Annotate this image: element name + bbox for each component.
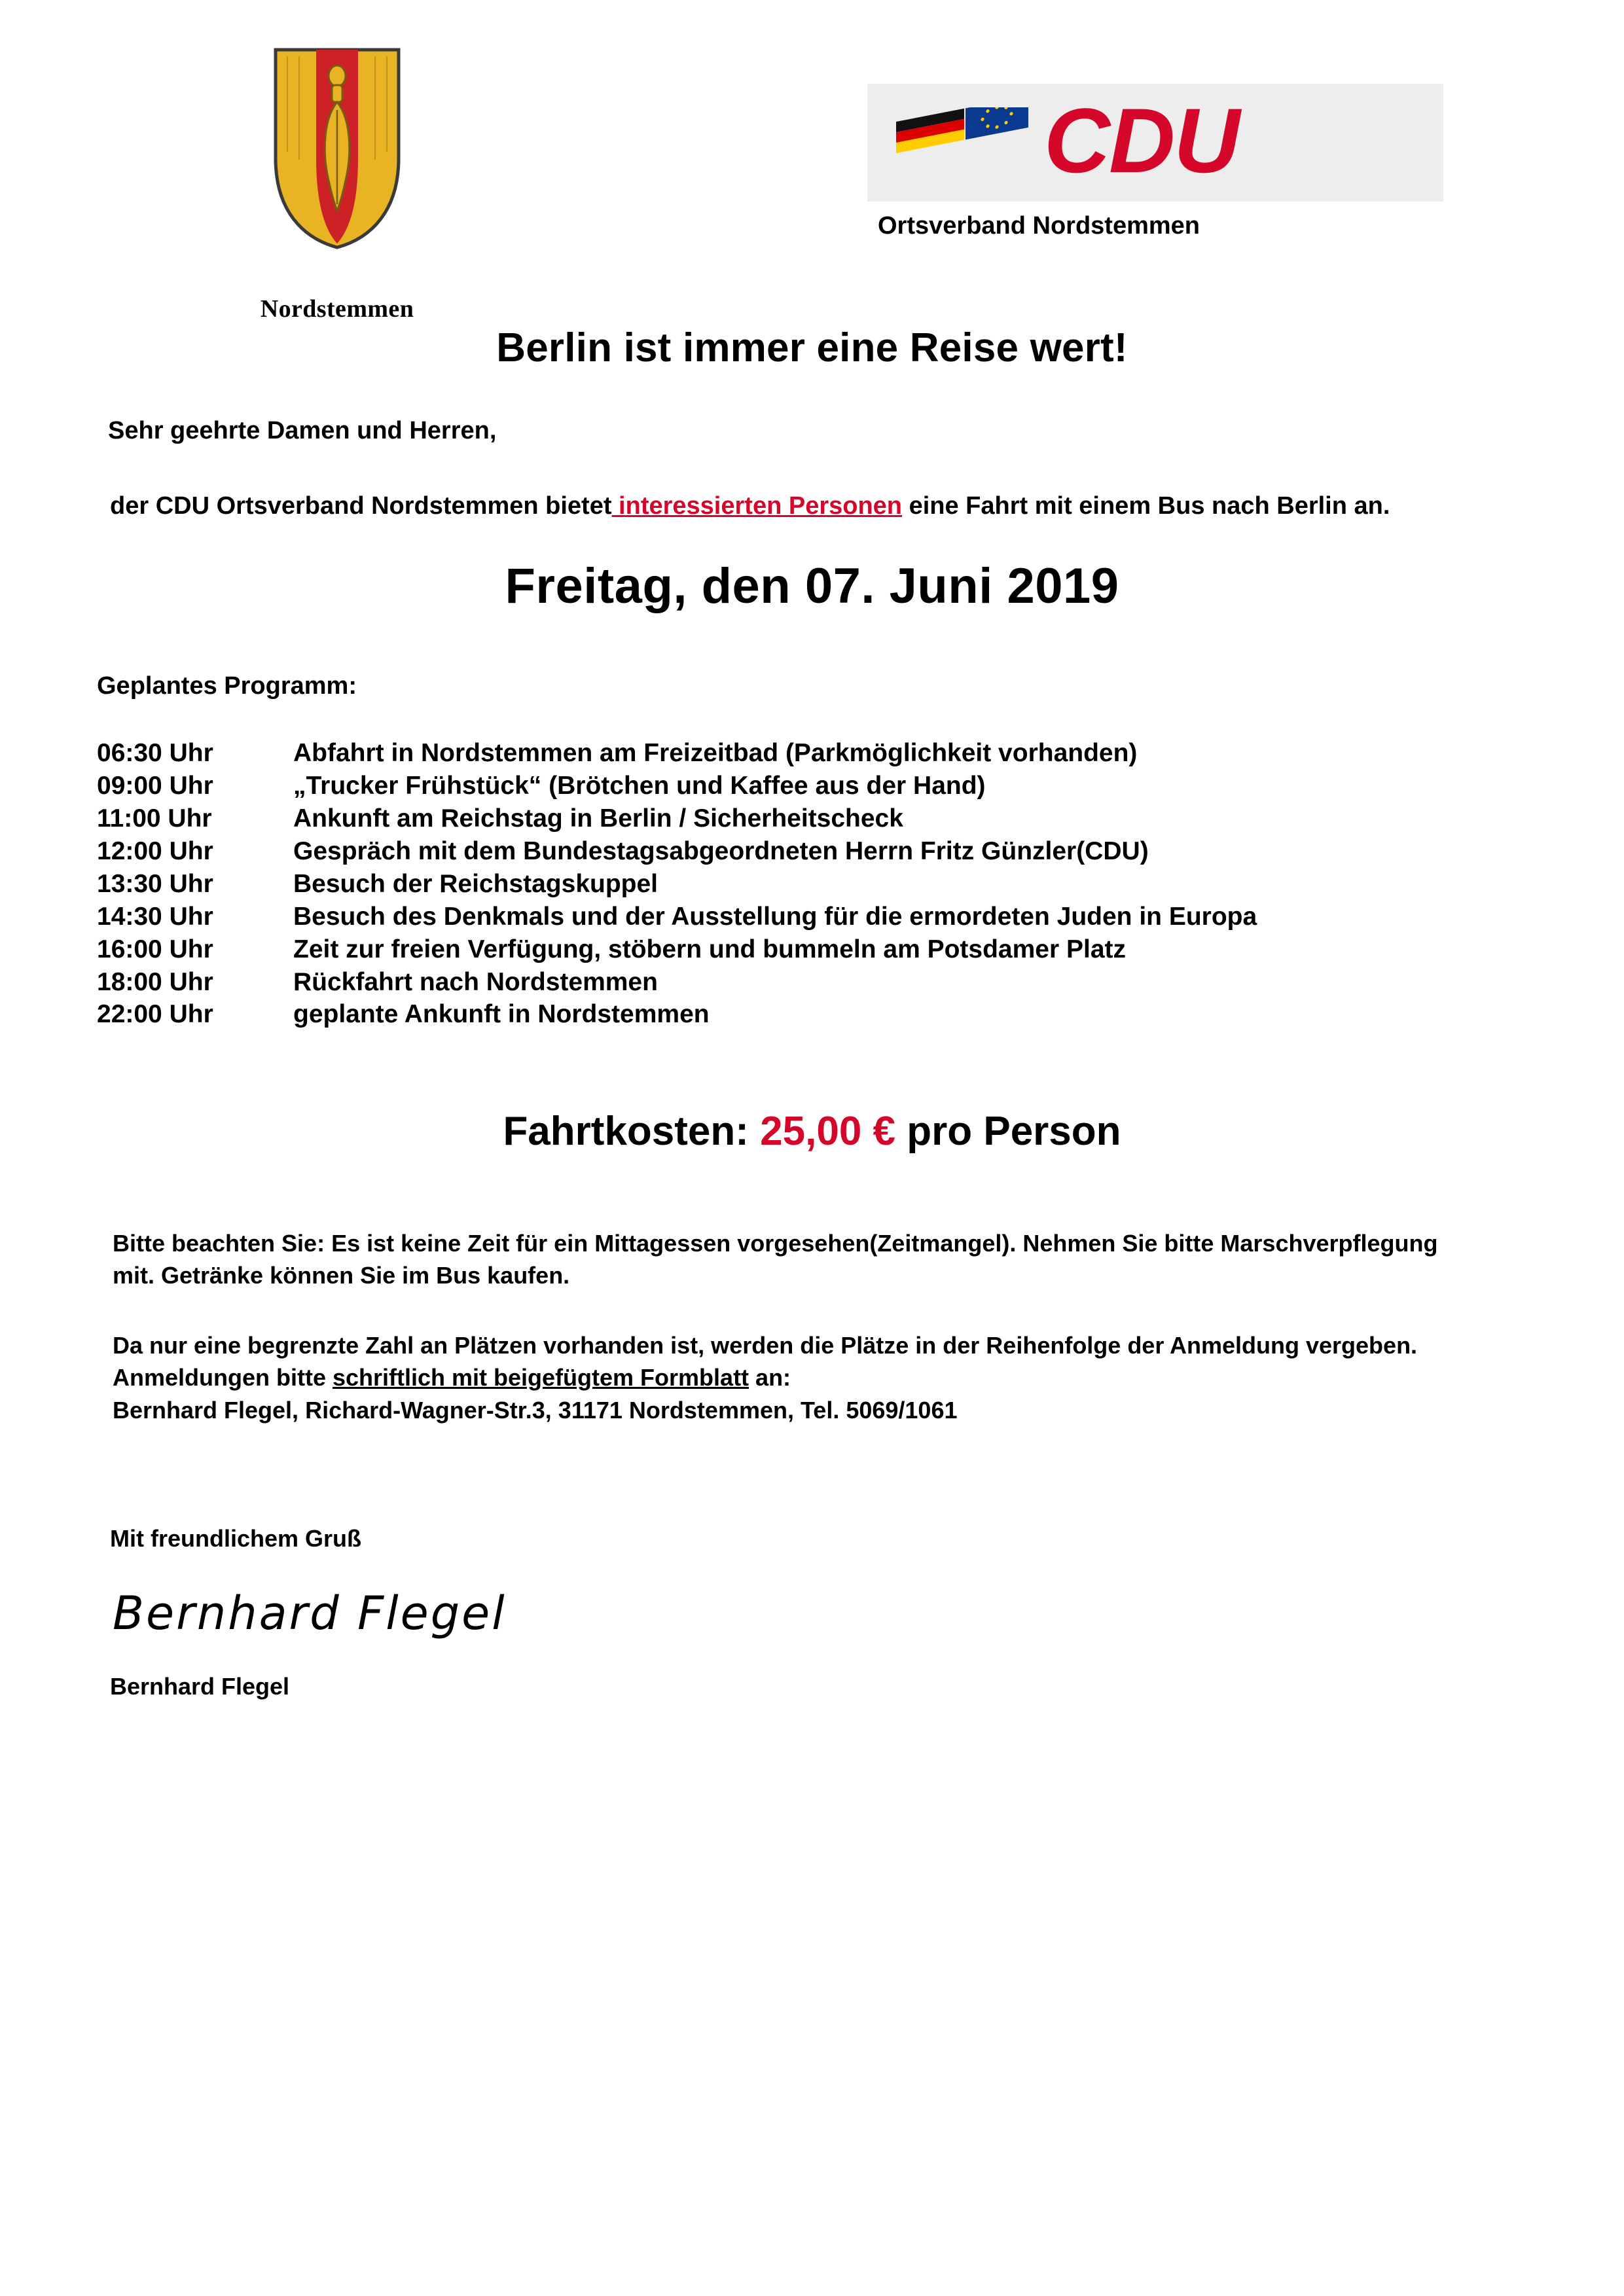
program-description: Zeit zur freien Verfügung, stöbern und bummeln am Potsdamer Platz <box>293 935 1127 963</box>
municipality-crest-block <box>206 47 468 323</box>
page-title: Berlin ist immer eine Reise wert! <box>496 325 1128 370</box>
program-row <box>97 737 1624 770</box>
cdu-logo-block <box>867 84 1456 240</box>
intro-highlight: interessierten Personen <box>611 492 903 520</box>
nordstemmen-coat-of-arms-icon <box>273 47 401 291</box>
salutation: Sehr geehrte Damen und Herren, <box>108 417 497 444</box>
handwritten-signature: Bernhard Flegel <box>113 1586 507 1640</box>
signer-name: Bernhard Flegel <box>110 1672 290 1700</box>
cdu-wordmark: CDU <box>1044 89 1239 192</box>
program-description: Gespräch mit dem Bundestagsabgeordneten Herrn Fritz Günzler(CDU) <box>293 836 1149 865</box>
trip-date: Freitag, den 07. Juni 2019 <box>505 558 1119 615</box>
crest-caption: Nordstemmen <box>260 295 414 323</box>
party-subtitle: Ortsverband Nordstemmen <box>878 212 1200 240</box>
program-time: 22:00 Uhr <box>97 1000 213 1029</box>
program-time: 16:00 Uhr <box>97 935 213 963</box>
note-meals: Bitte beachten Sie: Es ist keine Zeit für ein Mittagessen vorgesehen(Zeitmangel). Nehmen Sie bitte Marschverpflegung mit. Getränke können Sie im Bus kaufen. <box>113 1230 1438 1289</box>
program-description: Abfahrt in Nordstemmen am Freizeitbad (Parkmöglichkeit vorhanden) <box>293 739 1138 768</box>
program-row <box>97 933 1624 966</box>
program-time: 18:00 Uhr <box>97 967 213 996</box>
program-row <box>97 770 1624 802</box>
program-row <box>97 802 1624 835</box>
program-schedule <box>97 737 1624 1031</box>
program-row <box>97 835 1624 868</box>
program-time: 11:00 Uhr <box>97 804 212 833</box>
program-description: geplante Ankunft in Nordstemmen <box>293 1000 710 1029</box>
price-label: Fahrtkosten: <box>503 1109 749 1155</box>
program-row <box>97 966 1624 999</box>
closing-line: Mit freundlichem Gruß <box>110 1524 362 1552</box>
program-time: 12:00 Uhr <box>97 836 213 865</box>
intro-paragraph <box>110 490 1478 522</box>
program-time: 09:00 Uhr <box>97 772 213 800</box>
program-description: „Trucker Frühstück“ (Brötchen und Kaffee aus der Hand) <box>293 772 986 800</box>
program-time: 14:30 Uhr <box>97 902 213 931</box>
german-eu-flag-icon <box>896 107 1030 178</box>
document-header <box>0 0 1624 323</box>
cdu-logo <box>867 84 1443 202</box>
program-description: Besuch des Denkmals und der Ausstellung für die ermordeten Juden in Europa <box>293 902 1257 931</box>
program-row <box>97 868 1624 901</box>
note-registration-part1: Da nur eine begrenzte Zahl an Plätzen vorhanden ist, werden die Plätze in der Reihenfolge der Anmeldung vergeben. Anmeldungen bitte <box>113 1331 1418 1391</box>
price-line <box>0 1108 1624 1155</box>
note-registration <box>113 1329 1468 1427</box>
price-suffix: pro Person <box>907 1109 1121 1155</box>
intro-text-part2: eine Fahrt mit einem Bus nach Berlin an. <box>902 492 1390 520</box>
note-registration-part2: an: <box>749 1364 791 1391</box>
intro-text-part1: der CDU Ortsverband Nordstemmen bietet <box>110 492 612 520</box>
program-time: 06:30 Uhr <box>97 739 213 768</box>
program-description: Ankunft am Reichstag in Berlin / Sicherheitscheck <box>293 804 903 833</box>
program-time: 13:30 Uhr <box>97 869 213 898</box>
program-description: Besuch der Reichstagskuppel <box>293 869 659 898</box>
program-row <box>97 901 1624 933</box>
program-label: Geplantes Programm: <box>97 672 357 700</box>
program-row <box>97 998 1624 1031</box>
price-amount: 25,00 € <box>760 1109 896 1155</box>
program-description: Rückfahrt nach Nordstemmen <box>293 967 658 996</box>
contact-address: Bernhard Flegel, Richard-Wagner-Str.3, 31171 Nordstemmen, Tel. 5069/1061 <box>113 1397 958 1424</box>
note-registration-underlined: schriftlich mit beigefügtem Formblatt <box>333 1364 749 1391</box>
